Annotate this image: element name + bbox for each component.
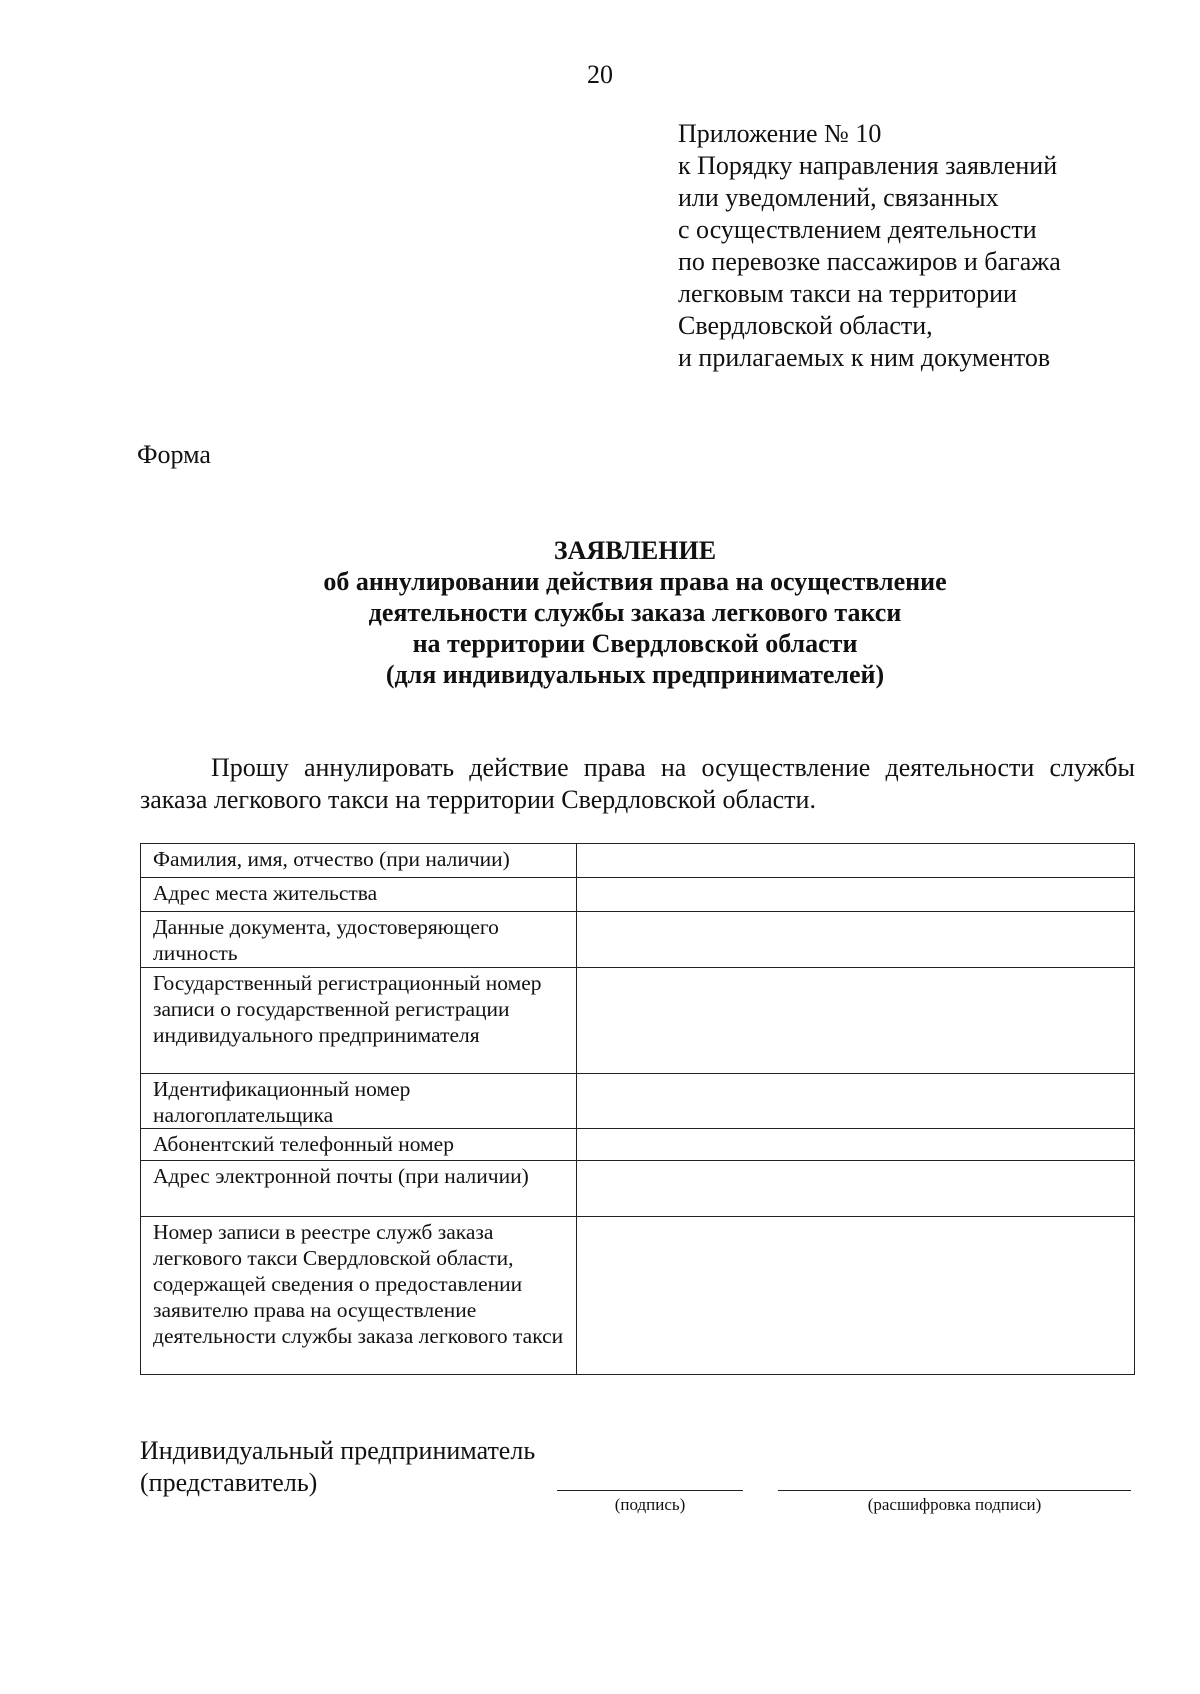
row-label: Абонентский телефонный номер bbox=[141, 1129, 577, 1161]
appendix-line: по перевозке пассажиров и багажа bbox=[678, 247, 1061, 276]
row-label: Данные документа, удостоверяющего личность bbox=[141, 912, 577, 968]
row-value-field[interactable] bbox=[576, 968, 1134, 1074]
appendix-line: Свердловской области, bbox=[678, 311, 933, 340]
row-label: Номер записи в реестре служб заказа легкового такси Свердловской области, содержащей сведения о предоставлении заявителю права на осуществление деятельности службы заказа легкового такси bbox=[141, 1217, 577, 1375]
row-value-field[interactable] bbox=[576, 912, 1134, 968]
table-row bbox=[141, 1217, 1135, 1375]
appendix-line: к Порядку направления заявлений bbox=[678, 151, 1058, 180]
table-row bbox=[141, 878, 1135, 912]
signatory-label bbox=[140, 1435, 535, 1499]
row-value-field[interactable] bbox=[576, 1129, 1134, 1161]
title-line: ЗАЯВЛЕНИЕ bbox=[553, 536, 717, 565]
table-row bbox=[141, 844, 1135, 878]
appendix-header bbox=[678, 118, 1178, 374]
appendix-line: легковым такси на территории bbox=[678, 279, 1017, 308]
form-label: Форма bbox=[137, 440, 211, 469]
signature-caption: (подпись) bbox=[614, 1495, 686, 1514]
appendix-line: и прилагаемых к ним документов bbox=[678, 343, 1051, 372]
title-line: на территории Свердловской области bbox=[412, 629, 858, 658]
title-line: (для индивидуальных предпринимателей) bbox=[385, 660, 885, 689]
signatory-line: Индивидуальный предприниматель bbox=[140, 1436, 536, 1465]
row-value-field[interactable] bbox=[576, 1217, 1134, 1375]
title-line: деятельности службы заказа легкового такси bbox=[368, 598, 902, 627]
row-label: Адрес электронной почты (при наличии) bbox=[141, 1161, 577, 1217]
table-row bbox=[141, 1129, 1135, 1161]
appendix-line: Приложение № 10 bbox=[678, 119, 882, 148]
table-row bbox=[141, 1074, 1135, 1129]
signature-decoding-caption: (расшифровка подписи) bbox=[867, 1495, 1042, 1514]
row-value-field[interactable] bbox=[576, 878, 1134, 912]
applicant-data-table bbox=[140, 843, 1135, 1375]
document-title bbox=[0, 535, 1200, 690]
signatory-line: (представитель) bbox=[140, 1468, 318, 1497]
title-line: об аннулировании действия права на осуществление bbox=[323, 567, 947, 596]
page-number: 20 bbox=[587, 60, 613, 89]
row-label: Государственный регистрационный номер записи о государственной регистрации индивидуального предпринимателя bbox=[141, 968, 577, 1074]
row-label: Идентификационный номер налогоплательщика bbox=[141, 1074, 577, 1129]
appendix-line: или уведомлений, связанных bbox=[678, 183, 999, 212]
appendix-line: с осуществлением деятельности bbox=[678, 215, 1037, 244]
table-row bbox=[141, 968, 1135, 1074]
row-value-field[interactable] bbox=[576, 1074, 1134, 1129]
request-paragraph: Прошу аннулировать действие права на осуществление деятельности службы заказа легкового такси на территории Свердловской области. bbox=[140, 753, 1135, 814]
table-row bbox=[141, 912, 1135, 968]
row-value-field[interactable] bbox=[576, 1161, 1134, 1217]
signature-decoding-line[interactable] bbox=[778, 1490, 1131, 1491]
table-row bbox=[141, 1161, 1135, 1217]
row-label: Адрес места жительства bbox=[141, 878, 577, 912]
signature-line[interactable] bbox=[557, 1490, 743, 1491]
row-value-field[interactable] bbox=[576, 844, 1134, 878]
row-label: Фамилия, имя, отчество (при наличии) bbox=[141, 844, 577, 878]
